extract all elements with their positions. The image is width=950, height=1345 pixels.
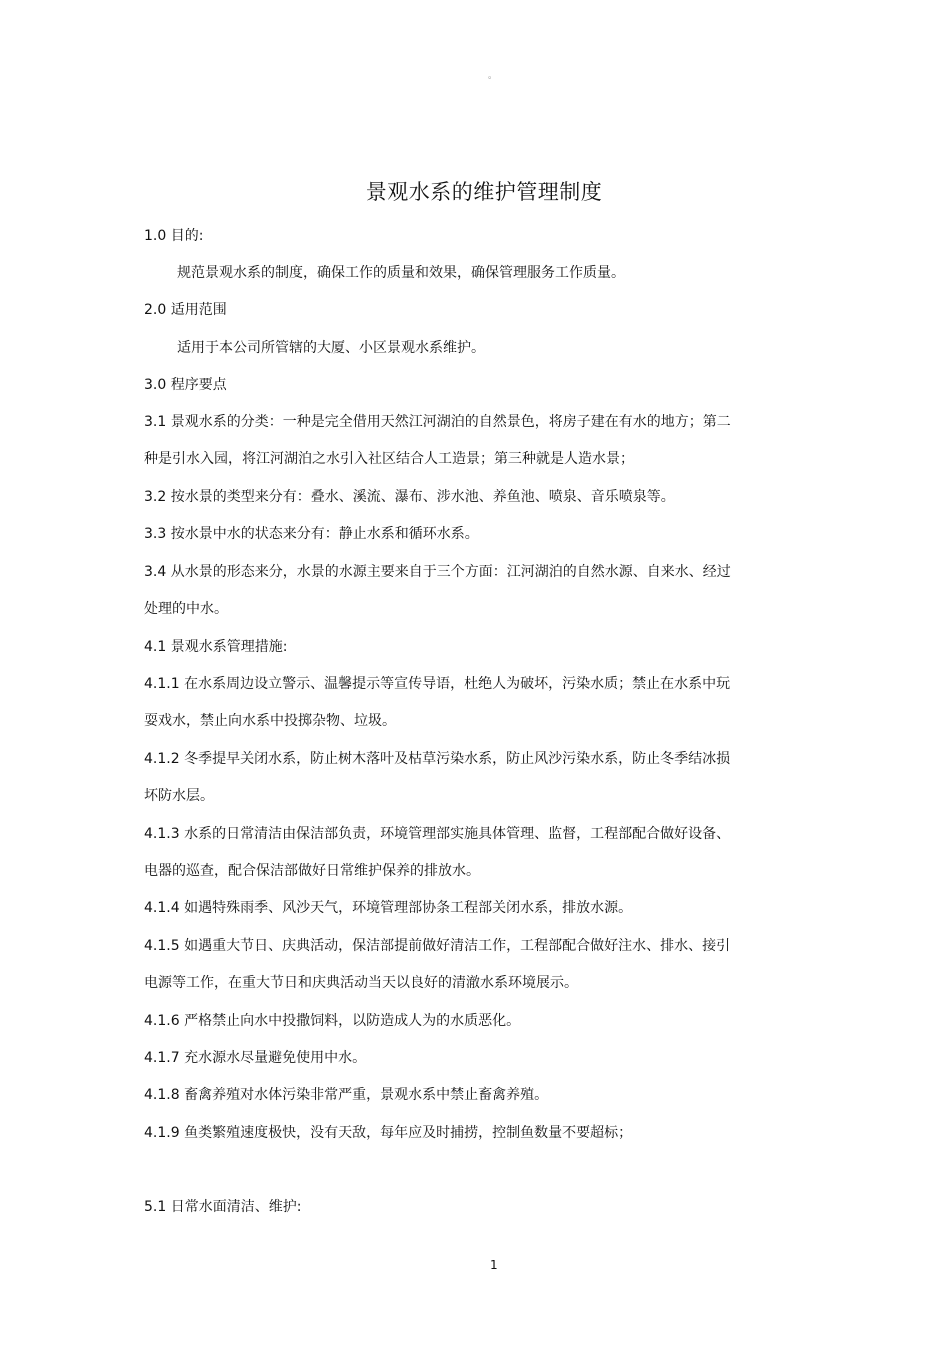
paragraph-4-1-5-line-2: 电源等工作，在重大节日和庆典活动当天以良好的清澈水系环境展示。	[144, 975, 578, 991]
paragraph-4-1-3-line-2: 电器的巡查，配合保洁部做好日常维护保养的排放水。	[144, 863, 480, 879]
section-heading-purpose: 1.0 目的:	[144, 228, 204, 244]
paragraph-3-3: 3.3 按水景中水的状态来分有：静止水系和循环水系。	[144, 526, 479, 542]
paragraph-3-1-line-1: 3.1 景观水系的分类：一种是完全借用天然江河湖泊的自然景色，将房子建在有水的地方；第二	[144, 414, 731, 430]
paragraph-4-1-6: 4.1.6 严格禁止向水中投撒饲料，以防造成人为的水质恶化。	[144, 1013, 521, 1029]
paragraph-4-1-3-line-1: 4.1.3 水系的日常清洁由保洁部负责，环境管理部实施具体管理、监督，工程部配合做好设备、	[144, 826, 731, 842]
paragraph-4-1-2-line-2: 坏防水层。	[144, 788, 214, 804]
section-heading-5-1: 5.1 日常水面清洁、维护:	[144, 1199, 302, 1215]
section-heading-scope: 2.0 适用范围	[144, 302, 227, 318]
paragraph-4-1-8: 4.1.8 畜禽养殖对水体污染非常严重，景观水系中禁止畜禽养殖。	[144, 1087, 549, 1103]
paragraph-3-4-line-1: 3.4 从水景的形态来分，水景的水源主要来自于三个方面：江河湖泊的自然水源、自来水、经过	[144, 564, 731, 580]
paragraph-4-1-7: 4.1.7 充水源水尽量避免使用中水。	[144, 1050, 367, 1066]
paragraph-scope: 适用于本公司所管辖的大厦、小区景观水系维护。	[177, 340, 485, 356]
paragraph-3-2: 3.2 按水景的类型来分有：叠水、溪流、瀑布、涉水池、养鱼池、喷泉、音乐喷泉等。	[144, 489, 675, 505]
page-number: 1	[490, 1258, 498, 1272]
paragraph-4-1-4: 4.1.4 如遇特殊雨季、风沙天气，环境管理部协条工程部关闭水系，排放水源。	[144, 900, 633, 916]
paragraph-4-1-1-line-2: 耍戏水，禁止向水系中投掷杂物、垃圾。	[144, 713, 396, 729]
section-heading-4-1: 4.1 景观水系管理措施:	[144, 639, 288, 655]
paragraph-4-1-5-line-1: 4.1.5 如遇重大节日、庆典活动，保洁部提前做好清洁工作，工程部配合做好注水、排水、接引	[144, 938, 731, 954]
paragraph-4-1-1-line-1: 4.1.1 在水系周边设立警示、温馨提示等宣传导语，杜绝人为破坏，污染水质；禁止在水系中玩	[144, 676, 731, 692]
paragraph-3-4-line-2: 处理的中水。	[144, 601, 228, 617]
paragraph-4-1-2-line-1: 4.1.2 冬季提早关闭水系，防止树木落叶及枯草污染水系，防止风沙污染水系，防止冬季结冰损	[144, 751, 731, 767]
document-title: 景观水系的维护管理制度	[365, 180, 603, 204]
paragraph-purpose: 规范景观水系的制度，确保工作的质量和效果，确保管理服务工作质量。	[177, 265, 625, 281]
section-heading-procedure: 3.0 程序要点	[144, 377, 227, 393]
header-mark: 。	[488, 71, 498, 81]
paragraph-4-1-9: 4.1.9 鱼类繁殖速度极快，没有天敌，每年应及时捕捞，控制鱼数量不要超标；	[144, 1125, 633, 1141]
paragraph-3-1-line-2: 种是引水入园，将江河湖泊之水引入社区结合人工造景；第三种就是人造水景；	[144, 451, 634, 467]
